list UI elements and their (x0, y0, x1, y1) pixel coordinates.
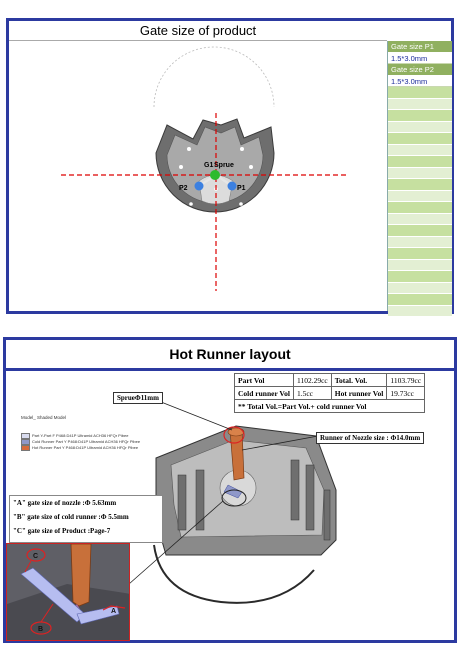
total-vol-label: Total. Vol. (331, 374, 387, 387)
gate-p2-header: Gate size P2 (388, 64, 452, 76)
sprue-marker (210, 170, 220, 180)
gate-size-box (9, 495, 163, 543)
volume-table (234, 373, 425, 413)
gate-panel-row (388, 179, 452, 191)
total-vol-value: 1103.79cc (387, 374, 425, 387)
p2-gate-marker (195, 182, 204, 191)
cold-runner-vol-label: Cold runner Vol (235, 387, 294, 400)
table-row (235, 374, 425, 387)
gate-panel-row (388, 248, 452, 260)
hot-runner-vol-value: 19.73cc (387, 387, 425, 400)
legend-item (21, 445, 140, 451)
slide-title: Gate size of product (9, 21, 387, 41)
gate-panel-row (388, 122, 452, 134)
legend-title: Model_ Shaded Model (21, 415, 67, 420)
sprue-label: Sprue (214, 162, 234, 169)
gate-panel-row (388, 168, 452, 180)
p1-gate-marker (228, 182, 237, 191)
inset-nozzle (71, 544, 91, 606)
slide-gate-size (6, 18, 454, 314)
gate-detail-inset (6, 543, 130, 641)
legend-swatch (21, 445, 30, 451)
slide-hot-runner (3, 337, 457, 643)
slide-title: Hot Runner layout (169, 346, 291, 362)
part-view (9, 41, 387, 314)
gate-panel-row (388, 202, 452, 214)
gate-panel-row (388, 283, 452, 295)
gate-c-size: "C" gate size of Product :Page-7 (13, 527, 111, 535)
gate-size-panel (387, 41, 452, 311)
gate-panel-row (388, 87, 452, 99)
cold-runner-vol-value: 1.5cc (293, 387, 331, 400)
gate-panel-row (388, 260, 452, 272)
sprue-callout: SprueΦ11mm (113, 392, 163, 404)
gate-panel-row (388, 110, 452, 122)
gate-p2-value: 1.5*3.0mm (388, 76, 452, 88)
c-label: C (33, 553, 39, 560)
gate-panel-row (388, 133, 452, 145)
outline-arc (154, 47, 274, 107)
volume-note: ** Total Vol.=Part Vol.+ cold runner Vol (235, 400, 425, 413)
g1-label: G1 (204, 162, 214, 169)
gate-panel-row (388, 225, 452, 237)
p2-label: P2 (179, 185, 188, 192)
gate-panel-row (388, 191, 452, 203)
b-label: B (38, 626, 44, 633)
gate-panel-row (388, 214, 452, 226)
gate-panel-row (388, 294, 452, 306)
gate-panel-row (388, 237, 452, 249)
legend-label: Part Y-Part F P468:D41P Ultramid ACH36 HFQr Pibee (32, 433, 129, 439)
gate-panel-row (388, 306, 452, 318)
gate-panel-row (388, 99, 452, 111)
gate-panel-row (388, 271, 452, 283)
table-row (235, 400, 425, 413)
legend (21, 433, 140, 451)
gate-p1-header: Gate size P1 (388, 41, 452, 53)
p1-label: P1 (237, 185, 246, 192)
a-label: A (111, 608, 117, 615)
inset-drawing (7, 544, 130, 641)
sprue-leader (156, 400, 232, 430)
gate-p1-value: 1.5*3.0mm (388, 53, 452, 65)
hot-runner-vol-label: Hot runner Vol (331, 387, 387, 400)
legend-label: Hot Runner Part Y P468:D41P Ultramid ACH36 HFQr Pibee (32, 445, 139, 451)
table-row (235, 387, 425, 400)
gate-panel-row (388, 145, 452, 157)
gate-a-size: "A" gate size of nozzle :Φ 5.63mm (13, 499, 117, 507)
gate-b-size: "B" gate size of cold runner :Φ 5.5mm (13, 513, 129, 521)
nozzle-callout: Runner of Nozzle size : Φ14.0mm (316, 432, 424, 444)
gate-panel-row (388, 156, 452, 168)
part-vol-value: 1102.29cc (293, 374, 331, 387)
part-drawing (9, 41, 387, 314)
legend-label: Cold Runner Part Y P468:D41P Ultramid ACH36 HFQr Pibee (32, 439, 141, 445)
part-vol-label: Part Vol (235, 374, 294, 387)
